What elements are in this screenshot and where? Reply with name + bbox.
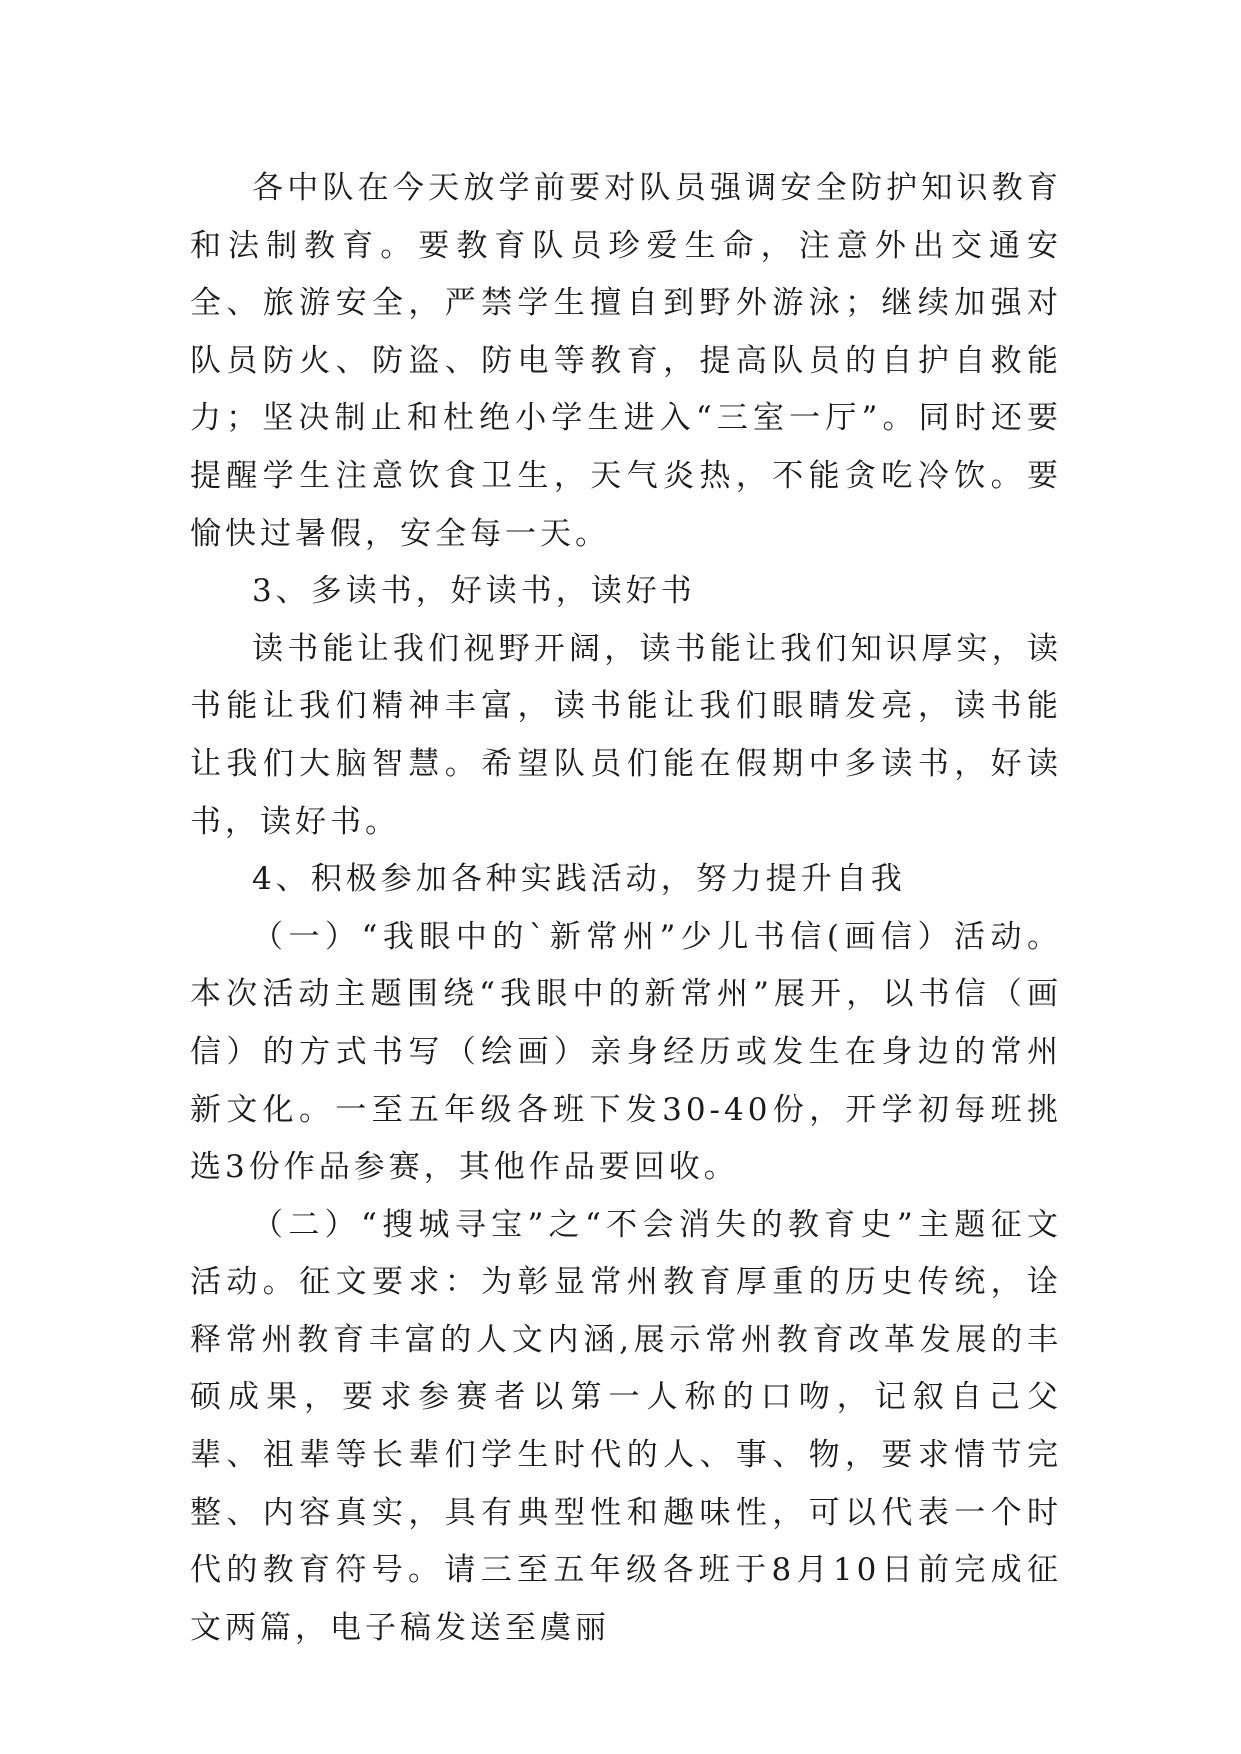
paragraph-reading: 读书能让我们视野开阔，读书能让我们知识厚实，读书能让我们精神丰富，读书能让我们眼睛发亮，读书能让我们大脑智慧。希望队员们能在假期中多读书，好读书，读好书。 (190, 630, 1062, 840)
paragraph-letter-activity: （一）“我眼中的`新常州”少儿书信(画信）活动。本次活动主题围绕“我眼中的新常州”展开，以书信（画信）的方式书写（绘画）亲身经历或发生在身边的常州新文化。一至五年级各班下发30-40份，开学初每班挑选3份作品参赛，其他作品要回收。 (190, 918, 1062, 1186)
paragraph-essay-activity: （二）“搜城寻宝”之“不会消失的教育史”主题征文活动。征文要求：为彰显常州教育厚重的历史传统，诠释常州教育丰富的人文内涵,展示常州教育改革发展的丰硕成果，要求参赛者以第一人称的口吻，记叙自己父辈、祖辈等长辈们学生时代的人、事、物，要求情节完整、内容真实，具有典型性和趣味性，可以代表一个时代的教育符号。请三至五年级各班于8月10日前完成征文两篇，电子稿发送至虞丽 (190, 1206, 1062, 1646)
heading-reading: 3、多读书，好读书，读好书 (252, 573, 696, 610)
document-body (190, 160, 1062, 1657)
heading-activities: 4、积极参加各种实践活动，努力提升自我 (252, 861, 906, 898)
paragraph-safety: 各中队在今天放学前要对队员强调安全防护知识教育和法制教育。要教育队员珍爱生命，注意外出交通安全、旅游安全，严禁学生擅自到野外游泳；继续加强对队员防火、防盗、防电等教育，提高队员的自护自救能力；坚决制止和杜绝小学生进入“三室一厅”。同时还要提醒学生注意饮食卫生，天气炎热，不能贪吃冷饮。要愉快过暑假，安全每一天。 (190, 170, 1062, 552)
